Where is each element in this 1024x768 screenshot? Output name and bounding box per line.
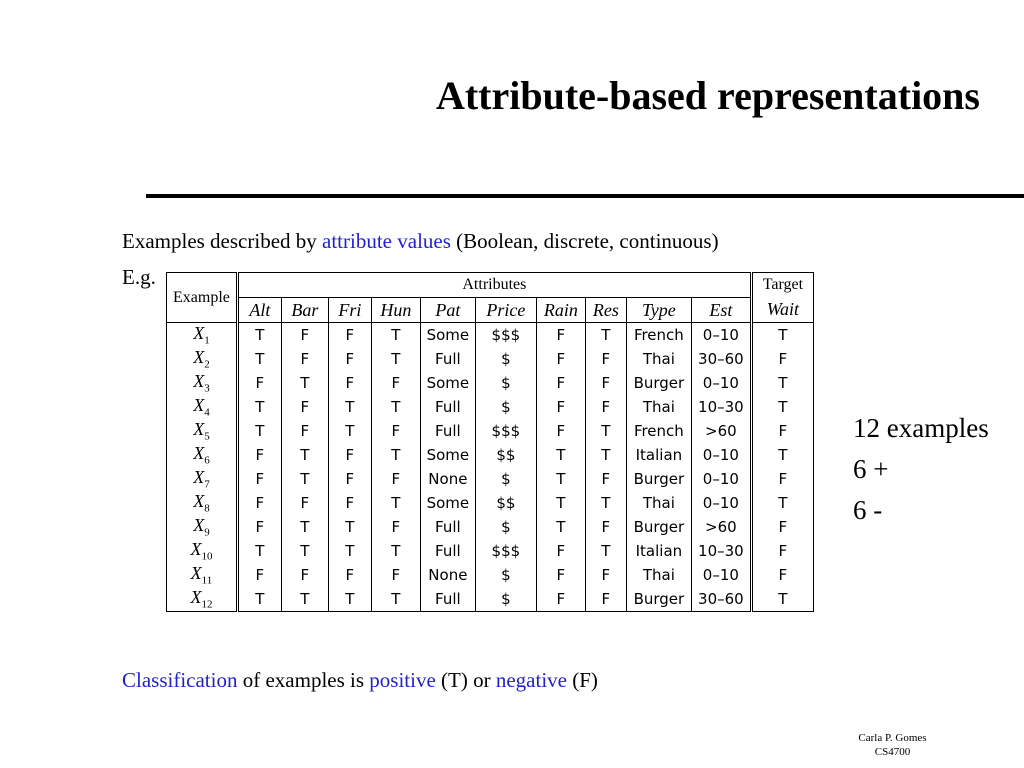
wait-cell: F — [751, 539, 813, 563]
attribute-cell: F — [585, 371, 626, 395]
attribute-cell: T — [536, 443, 585, 467]
wait-cell: T — [751, 443, 813, 467]
attribute-cell: French — [626, 419, 691, 443]
attribute-cell: $$ — [475, 491, 536, 515]
example-letter: X — [193, 515, 205, 536]
attribute-cell: T — [585, 443, 626, 467]
example-letter: X — [193, 395, 205, 416]
attribute-cell: $ — [475, 515, 536, 539]
attribute-cell: T — [237, 587, 281, 612]
attribute-cell: F — [371, 467, 420, 491]
attribute-cell: $ — [475, 371, 536, 395]
negative-term: negative — [495, 668, 567, 692]
attribute-cell: Full — [420, 587, 475, 612]
attribute-cell: F — [585, 347, 626, 371]
eg-label: E.g. — [122, 265, 156, 289]
attributes-group-header: Attributes — [237, 273, 751, 298]
table-row — [167, 395, 814, 419]
attribute-cell: F — [371, 371, 420, 395]
example-letter: X — [190, 587, 202, 608]
attribute-cell: F — [536, 419, 585, 443]
attribute-cell: $ — [475, 587, 536, 612]
table-row — [167, 563, 814, 587]
column-header: Rain — [536, 298, 585, 323]
wait-cell: F — [751, 515, 813, 539]
attribute-cell: T — [328, 419, 371, 443]
attribute-cell: T — [536, 467, 585, 491]
attribute-table — [166, 272, 814, 612]
example-letter: X — [193, 443, 205, 464]
attribute-cell: French — [626, 323, 691, 348]
attribute-cell: T — [536, 515, 585, 539]
column-header: Est — [691, 298, 751, 323]
attribute-cell: F — [328, 371, 371, 395]
attribute-cell: F — [536, 587, 585, 612]
example-letter: X — [193, 467, 205, 488]
example-index: 5 — [204, 430, 210, 443]
example-id — [167, 563, 238, 587]
classification-text: of examples is — [237, 668, 370, 692]
attribute-cell: $$$ — [475, 539, 536, 563]
attribute-cell: T — [237, 323, 281, 348]
example-index: 6 — [204, 454, 210, 467]
column-header: Fri — [328, 298, 371, 323]
attribute-cell: F — [255, 566, 265, 584]
example-letter: X — [190, 539, 202, 560]
intro-line — [122, 229, 719, 254]
attribute-cell: Some — [420, 491, 475, 515]
attribute-cell: F — [281, 395, 328, 419]
attribute-cell: None — [420, 563, 475, 587]
attribute-cell: T — [371, 539, 420, 563]
course-code: CS4700 — [874, 746, 911, 758]
table-row — [167, 347, 814, 371]
example-summary — [853, 408, 989, 531]
attribute-cell: Some — [420, 323, 475, 348]
attribute-cell: T — [371, 323, 420, 348]
attribute-cell: F — [371, 515, 420, 539]
example-letter: X — [190, 563, 202, 584]
attribute-cell: F — [328, 323, 371, 348]
attribute-cell: T — [255, 350, 265, 368]
example-id — [167, 587, 238, 612]
attribute-values-link: attribute values — [322, 229, 451, 253]
attribute-cell: >60 — [691, 515, 751, 539]
attribute-cell: 30–60 — [691, 347, 751, 371]
attribute-cell: F — [328, 467, 371, 491]
attribute-cell: T — [281, 587, 328, 612]
classification-text: (F) — [567, 668, 598, 692]
table-row — [167, 443, 814, 467]
example-index: 7 — [204, 478, 210, 491]
column-header: Hun — [371, 298, 420, 323]
attribute-cell: T — [281, 515, 328, 539]
attribute-cell: F — [585, 395, 626, 419]
footer — [840, 731, 945, 759]
attribute-cell: T — [328, 395, 371, 419]
attribute-cell: Burger — [626, 587, 691, 612]
attribute-cell: T — [281, 539, 328, 563]
attribute-cell: $ — [475, 563, 536, 587]
attribute-cell: $ — [475, 347, 536, 371]
example-id — [167, 395, 238, 419]
example-letter: X — [193, 347, 205, 368]
attribute-cell: Some — [420, 371, 475, 395]
attribute-cell: T — [371, 347, 420, 371]
table-header — [167, 273, 814, 323]
wait-cell: T — [751, 491, 813, 515]
attribute-cell: Thai — [626, 563, 691, 587]
title-divider — [146, 194, 1024, 198]
attribute-cell: F — [585, 587, 626, 612]
attribute-cell: T — [328, 587, 371, 612]
example-id — [167, 347, 238, 371]
column-header: Type — [626, 298, 691, 323]
attribute-cell: T — [585, 419, 626, 443]
attribute-cell: T — [371, 587, 420, 612]
example-id — [167, 371, 238, 395]
column-header: Alt — [249, 299, 271, 320]
attribute-cell: T — [255, 422, 265, 440]
attribute-cell: Burger — [626, 371, 691, 395]
table-row — [167, 419, 814, 443]
attribute-cell: F — [328, 563, 371, 587]
attribute-cell: F — [371, 419, 420, 443]
example-id — [167, 443, 238, 467]
column-header: Res — [585, 298, 626, 323]
attribute-cell: Full — [420, 515, 475, 539]
example-index: 10 — [201, 550, 213, 563]
attribute-cell: T — [328, 539, 371, 563]
attribute-cell: F — [281, 491, 328, 515]
attribute-cell: F — [328, 491, 371, 515]
attribute-cell: T — [255, 542, 265, 560]
attribute-cell: Full — [420, 419, 475, 443]
table-row — [167, 587, 814, 612]
example-index: 3 — [204, 382, 210, 395]
attribute-cell: T — [536, 491, 585, 515]
attribute-cell: T — [371, 443, 420, 467]
wait-cell: F — [751, 419, 813, 443]
example-index: 9 — [204, 526, 210, 539]
column-header-row — [167, 298, 814, 323]
attribute-cell: 0–10 — [691, 371, 751, 395]
attribute-cell: >60 — [691, 419, 751, 443]
author-name: Carla P. Gomes — [858, 732, 927, 744]
attribute-cell: 30–60 — [691, 587, 751, 612]
attribute-cell: Italian — [626, 443, 691, 467]
attribute-cell: 0–10 — [691, 443, 751, 467]
attribute-cell: Full — [420, 395, 475, 419]
summary-negative: 6 - — [853, 495, 883, 525]
wait-cell: F — [751, 467, 813, 491]
attribute-cell: None — [420, 467, 475, 491]
attribute-cell: Thai — [626, 347, 691, 371]
example-index: 12 — [201, 598, 213, 611]
positive-term: positive — [369, 668, 436, 692]
attribute-cell: T — [371, 491, 420, 515]
wait-column-header: Wait — [751, 298, 813, 323]
wait-cell: T — [751, 395, 813, 419]
wait-cell: T — [751, 587, 813, 612]
attribute-cell: 0–10 — [691, 563, 751, 587]
attribute-cell: Italian — [626, 539, 691, 563]
example-index: 2 — [204, 358, 210, 371]
example-index: 1 — [204, 334, 210, 347]
intro-suffix: (Boolean, discrete, continuous) — [450, 229, 719, 253]
example-id — [167, 491, 238, 515]
attribute-cell: F — [281, 419, 328, 443]
attribute-cell: F — [536, 323, 585, 348]
wait-cell: F — [751, 347, 813, 371]
attribute-cell: F — [255, 446, 265, 464]
example-index: 11 — [201, 574, 213, 587]
attribute-cell: Full — [420, 539, 475, 563]
attribute-cell: F — [328, 443, 371, 467]
attribute-cell: F — [255, 470, 265, 488]
example-letter: X — [193, 371, 205, 392]
slide-title: Attribute-based representations — [435, 73, 980, 118]
attribute-cell: T — [585, 323, 626, 348]
attribute-cell: $$$ — [475, 419, 536, 443]
group-header-row — [167, 273, 814, 298]
intro-prefix: Examples described by — [122, 229, 323, 253]
table-row — [167, 467, 814, 491]
example-id — [167, 419, 238, 443]
attribute-cell: Thai — [626, 491, 691, 515]
wait-cell: F — [751, 563, 813, 587]
attribute-cell: T — [371, 395, 420, 419]
summary-positive: 6 + — [853, 454, 889, 484]
example-letter: X — [193, 419, 205, 440]
example-id — [167, 539, 238, 563]
table-row — [167, 371, 814, 395]
attribute-cell: $ — [475, 395, 536, 419]
attribute-cell: T — [328, 515, 371, 539]
attribute-cell: F — [255, 374, 265, 392]
example-group-header: Example — [167, 273, 238, 323]
example-letter: X — [193, 491, 205, 512]
attribute-cell: F — [281, 347, 328, 371]
classification-line — [122, 668, 598, 693]
attribute-cell: F — [585, 467, 626, 491]
attribute-cell: F — [536, 371, 585, 395]
example-id — [167, 467, 238, 491]
attribute-cell: $$ — [475, 443, 536, 467]
table-row — [167, 515, 814, 539]
attribute-cell: F — [281, 323, 328, 348]
attribute-cell: Thai — [626, 395, 691, 419]
column-header: Bar — [281, 298, 328, 323]
attribute-cell: F — [585, 515, 626, 539]
attribute-cell: F — [371, 563, 420, 587]
attribute-cell: 0–10 — [691, 491, 751, 515]
table-row — [167, 539, 814, 563]
attribute-cell: T — [281, 371, 328, 395]
column-header: Pat — [420, 298, 475, 323]
example-index: 4 — [204, 406, 210, 419]
example-letter: X — [193, 323, 205, 344]
attribute-cell: $$$ — [475, 323, 536, 348]
attribute-cell: Burger — [626, 515, 691, 539]
attribute-cell: 10–30 — [691, 539, 751, 563]
wait-cell: T — [751, 323, 813, 348]
attribute-cell: F — [255, 518, 265, 536]
attribute-cell: Full — [420, 347, 475, 371]
example-index: 8 — [204, 502, 210, 515]
attribute-cell: 10–30 — [691, 395, 751, 419]
example-id — [167, 515, 238, 539]
attribute-cell: 0–10 — [691, 323, 751, 348]
attribute-cell: T — [281, 467, 328, 491]
table-row — [167, 491, 814, 515]
table-body — [167, 323, 814, 612]
classification-term: Classification — [122, 668, 238, 692]
wait-cell: T — [751, 371, 813, 395]
example-id — [167, 323, 238, 348]
attribute-cell: T — [585, 539, 626, 563]
attribute-cell: F — [536, 563, 585, 587]
target-group-header: Target — [751, 273, 813, 298]
attribute-cell: T — [281, 443, 328, 467]
attribute-cell: F — [536, 347, 585, 371]
column-header: Price — [475, 298, 536, 323]
attribute-cell: F — [255, 494, 265, 512]
table-row — [167, 323, 814, 348]
classification-text: (T) or — [435, 668, 496, 692]
attribute-cell: Some — [420, 443, 475, 467]
attribute-cell: F — [281, 563, 328, 587]
attribute-cell: Burger — [626, 467, 691, 491]
attribute-cell: F — [585, 563, 626, 587]
attribute-cell: F — [536, 395, 585, 419]
attribute-cell: F — [536, 539, 585, 563]
attribute-cell: T — [585, 491, 626, 515]
attribute-cell: $ — [475, 467, 536, 491]
summary-count: 12 examples — [853, 413, 989, 443]
attribute-cell: 0–10 — [691, 467, 751, 491]
attribute-cell: F — [328, 347, 371, 371]
attribute-cell: T — [255, 398, 265, 416]
